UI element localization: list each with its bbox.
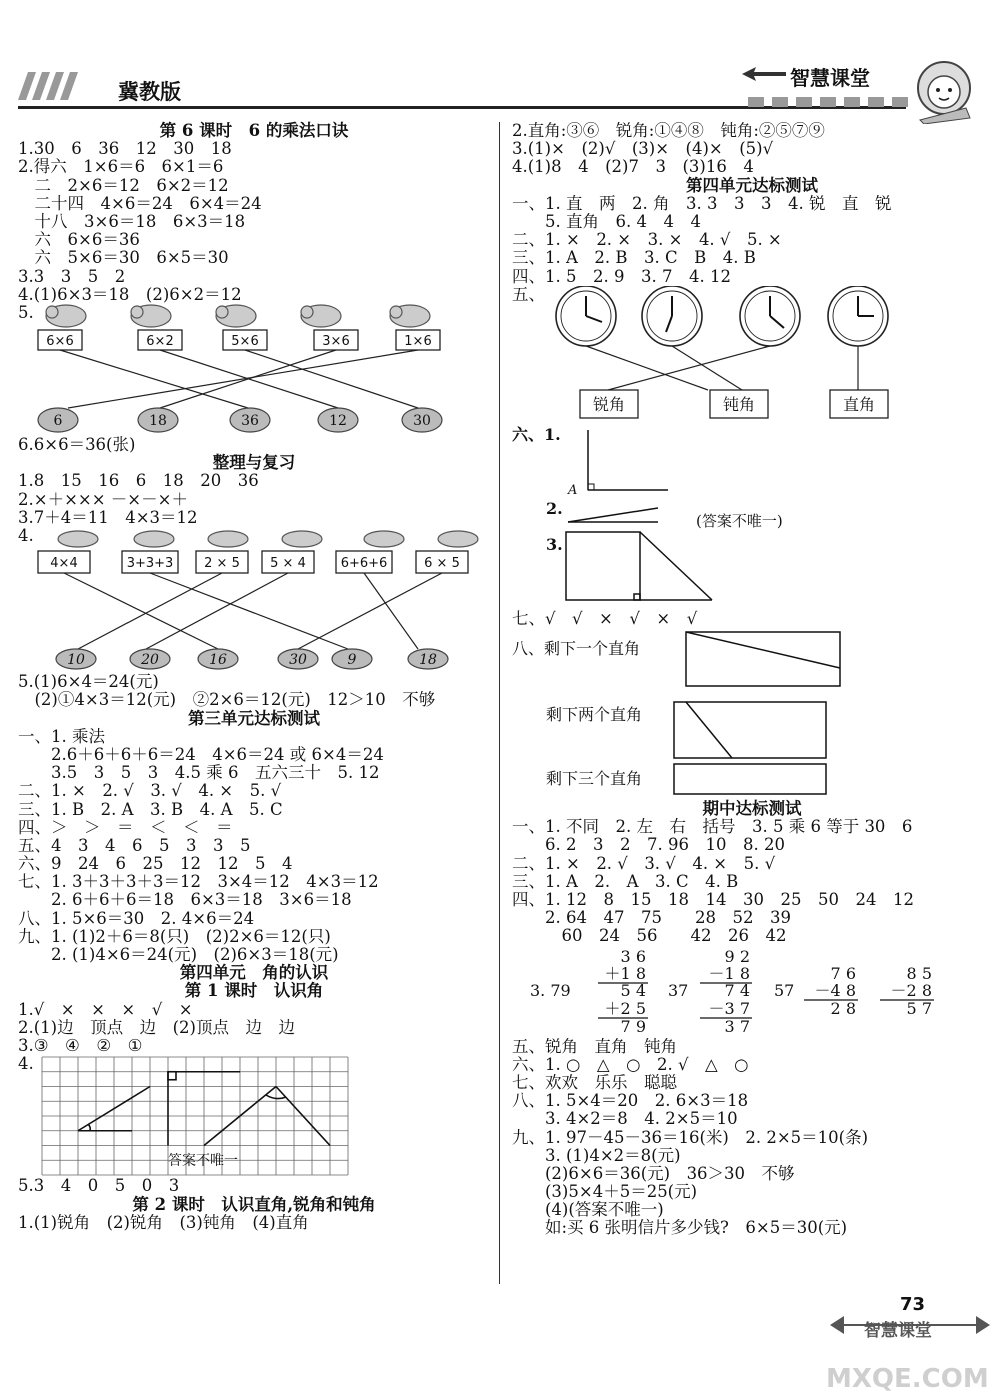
caterpillar-icon (58, 531, 478, 547)
answer-line: 七、欢欢 乐乐 聪聪 (512, 1072, 677, 1092)
answer-line: 5.(1)6×4＝24(元) (18, 672, 159, 692)
angle-label: 锐角 (592, 394, 626, 414)
answer-line: 3.5 3 5 3 4.5 乘 6 五六三十 5. 12 (18, 763, 380, 783)
leaf-label: 18 (419, 652, 437, 669)
svg-text:5 7: 5 7 (906, 998, 932, 1018)
item-label: 2. (546, 498, 563, 518)
expr-label: 5×6 (231, 334, 259, 350)
section-subtitle: 第 1 课时 认识角 (184, 981, 324, 1001)
expr-label: 6+6+6 (340, 556, 388, 572)
squares-decoration (748, 92, 916, 111)
answer-line: 5. (18, 302, 34, 322)
answer-line: 四、＞ ＞ ＝ ＜ ＜ ＝ (18, 817, 233, 837)
answer-line: (2)①4×3＝12(元) ②2×6＝12(元) 12＞10 不够 (18, 690, 436, 710)
leaf-label: 16 (209, 652, 227, 669)
angle-label: 钝角 (722, 394, 756, 414)
answer-line: 一、1. 直 两 2. 角 3. 3 3 3 4. 锐 直 锐 (512, 193, 892, 213)
svg-text:－1 8: －1 8 (708, 963, 750, 983)
answer-line: 四、1. 5 2. 9 3. 7 4. 12 (512, 266, 731, 286)
expr-label: 3×6 (322, 334, 350, 350)
figure-note: 答案不唯一 (168, 1153, 238, 1170)
expr-label: 2 × 5 (204, 556, 240, 572)
answer-line: 1.(1)锐角 (2)锐角 (3)钝角 (4)直角 (18, 1212, 309, 1232)
expr-label: 6×2 (146, 334, 174, 350)
cut-label: 剩下三个直角 (546, 769, 643, 789)
section-title: 期中达标测试 (702, 799, 802, 819)
section-title: 第四单元 角的认识 (179, 963, 329, 983)
answer-line: 六、9 24 6 25 12 12 5 4 (18, 854, 293, 874)
answer-line: 五、锐角 直角 钝角 (512, 1036, 677, 1056)
expr-label: 3+3+3 (126, 556, 174, 572)
answer-line: 六、1. ○ △ ○ 2. √ △ ○ (512, 1054, 749, 1074)
acorn-label: 18 (149, 413, 167, 430)
leaf-label: 20 (141, 652, 159, 669)
page-number: 73 (900, 1294, 926, 1315)
section-title: 第三单元达标测试 (188, 708, 320, 728)
footer-series-title: 智慧课堂 (864, 1321, 932, 1341)
svg-text:＋2 5: ＋2 5 (604, 998, 646, 1018)
answer-line: 二十四 4×6＝24 6×4＝24 (18, 193, 262, 213)
answer-line: 60 24 56 42 26 42 (512, 926, 787, 946)
answer-line: 四、1. 12 8 15 18 14 30 25 50 24 12 (512, 890, 914, 909)
answer-line: 二 2×6＝12 6×2＝12 (18, 175, 229, 195)
calc-prefix: 37 (668, 980, 689, 1000)
svg-text:7 9: 7 9 (620, 1016, 646, 1036)
left-column (18, 122, 490, 1232)
answer-line: 五、 (512, 284, 545, 304)
cut-rectangle-figure (512, 628, 992, 800)
answer-line: 4.(1)8 4 (2)7 3 (3)16 4 (512, 157, 754, 177)
answer-line: 九、1. (1)2＋6＝8(只) (2)2×6＝12(只) (18, 926, 331, 946)
answer-line: 三、1. A 2. B 3. C B 4. B (512, 248, 756, 268)
answer-line: 三、1. A 2. A 3. C 4. B (512, 871, 739, 891)
calc-prefix: 57 (774, 980, 795, 1000)
svg-text:－4 8: －4 8 (814, 980, 856, 1000)
svg-text:5 4: 5 4 (620, 980, 646, 1000)
item-label: 六、1. (512, 424, 561, 444)
leaf-label: 10 (67, 652, 85, 669)
expr-label: 5 × 4 (270, 556, 306, 572)
svg-text:－2 8: －2 8 (890, 980, 932, 1000)
section-title: 第 6 课时 6 的乘法口诀 (159, 121, 349, 140)
answer-line: 3.3 3 5 2 (18, 266, 126, 286)
answer-line: 4. (18, 1054, 34, 1074)
answer-line: 4. (18, 526, 34, 545)
answer-line: 2.6＋6＋6＋6＝24 4×6＝24 或 6×4＝24 (18, 744, 384, 764)
answer-line: 1.30 6 36 12 30 18 (18, 139, 232, 159)
answer-line: (3)5×4＋5＝25(元) (512, 1182, 698, 1202)
angle-grid-figure (18, 1055, 490, 1177)
squirrel-acorn-matching (18, 304, 490, 436)
answer-line: 七、1. 3＋3＋3＋3＝12 3×4＝12 4×3＝12 (18, 872, 379, 892)
answer-line: (2)6×6＝36(元) 36＞30 不够 (512, 1163, 795, 1183)
figure-note: (答案不唯一) (696, 511, 783, 530)
answer-line: 4.(1)6×3＝18 (2)6×2＝12 (18, 284, 242, 304)
expr-label: 1×6 (404, 334, 432, 350)
point-label: A (568, 482, 578, 498)
answer-line: (4)(答案不唯一) (512, 1200, 664, 1220)
answer-line: 二、1. × 2. × 3. × 4. √ 5. × (512, 230, 782, 250)
right-angle-drawing (512, 422, 992, 610)
edition-label: 冀教版 (118, 80, 181, 104)
answer-line: 五、4 3 4 6 5 3 3 5 (18, 835, 251, 855)
squirrel-icon (46, 305, 430, 327)
answer-line: 2. 6＋6＋6＝18 6×3＝18 3×6＝18 (18, 890, 352, 910)
svg-text:＋1 8: ＋1 8 (604, 963, 646, 983)
acorn-label: 6 (53, 413, 63, 430)
answer-line: 6.6×6＝36(张) (18, 435, 136, 455)
caterpillar-leaf-matching (18, 527, 490, 673)
answer-line: 2.×＋××× －×－×＋ (18, 489, 188, 509)
cut-label: 剩下两个直角 (546, 705, 643, 725)
answer-line: 2. 64 47 75 28 52 39 (512, 908, 791, 928)
expr-label: 6×6 (46, 334, 74, 350)
section-title: 第 2 课时 认识直角,锐角和钝角 (132, 1194, 376, 1214)
answer-line: 三、1. B 2. A 3. B 4. A 5. C (18, 799, 283, 819)
section-title: 整理与复习 (212, 453, 296, 473)
right-column (512, 122, 992, 1238)
clock-matching-figure (512, 286, 992, 422)
svg-text:7 6: 7 6 (830, 963, 856, 983)
expr-label: 6 × 5 (424, 556, 460, 572)
answer-line: 九、1. 97－45－36＝16(米) 2. 2×5＝10(条) (512, 1127, 869, 1147)
answer-line: 七、√ √ × √ × √ (512, 608, 698, 628)
answer-line: 二、1. × 2. √ 3. √ 4. × 5. √ (512, 853, 776, 873)
answer-line: 1.√ × × × √ × (18, 999, 193, 1019)
answer-line: 十八 3×6＝18 6×3＝18 (18, 211, 246, 231)
clock-icon (556, 286, 888, 346)
answer-line: 八、1. 5×6＝30 2. 4×6＝24 (18, 908, 255, 928)
arrow-icon (742, 66, 786, 82)
leaf-label: 9 (347, 652, 357, 669)
svg-text:8 5: 8 5 (906, 963, 932, 983)
stripes-decoration (18, 72, 88, 100)
answer-line: 3.③ ④ ② ① (18, 1035, 143, 1055)
svg-text:9 2: 9 2 (724, 946, 750, 966)
calc-prefix: 3. 79 (530, 980, 571, 1000)
svg-text:7 4: 7 4 (724, 980, 750, 1000)
answer-line: 如:买 6 张明信片多少钱? 6×5＝30(元) (512, 1218, 848, 1238)
item-label: 3. (546, 534, 563, 554)
leaf-icon (56, 649, 448, 669)
acorn-icon (38, 408, 442, 432)
acorn-label: 30 (413, 413, 431, 430)
answer-line: 5.3 4 0 5 0 3 (18, 1176, 180, 1196)
answer-line: 3.7＋4＝11 4×3＝12 (18, 507, 198, 527)
answer-line: 六 5×6＝30 6×5＝30 (18, 248, 229, 268)
girl-mascot-icon (906, 58, 982, 124)
answer-line: 2.直角:③⑥ 锐角:①④⑧ 钝角:②⑤⑦⑨ (512, 121, 825, 140)
svg-text:－3 7: －3 7 (708, 998, 750, 1018)
acorn-label: 12 (329, 413, 347, 430)
answer-line: 一、1. 乘法 (18, 726, 105, 746)
answer-line: 3.(1)× (2)√ (3)× (4)× (5)√ (512, 139, 774, 159)
answer-line: 2. (1)4×6＝24(元) (2)6×3＝18(元) (18, 945, 339, 964)
answer-line: 6. 2 3 2 7. 96 10 8. 20 (512, 835, 785, 855)
page-header (0, 0, 1000, 120)
answer-line: 六 6×6＝36 (18, 230, 140, 250)
vertical-calculations (512, 946, 992, 1038)
svg-text:3 7: 3 7 (724, 1016, 750, 1036)
answer-line: 八、1. 5×4＝20 2. 6×3＝18 (512, 1091, 749, 1111)
cut-label: 八、剩下一个直角 (512, 639, 641, 659)
watermark: MXQE.COM (826, 1364, 989, 1394)
answer-line: 二、1. × 2. √ 3. √ 4. × 5. √ (18, 781, 282, 801)
answer-line: 一、1. 不同 2. 左 右 括号 3. 5 乘 6 等于 30 6 (512, 817, 913, 837)
leaf-label: 30 (289, 652, 307, 669)
acorn-label: 36 (241, 413, 259, 430)
answer-line: 5. 直角 6. 4 4 4 (512, 211, 701, 231)
answer-line: 2.(1)边 顶点 边 (2)顶点 边 边 (18, 1017, 295, 1037)
column-divider (499, 122, 500, 1284)
series-title: 智慧课堂 (790, 66, 870, 90)
section-title: 第四单元达标测试 (686, 175, 818, 195)
svg-text:3 6: 3 6 (620, 946, 646, 966)
expr-label: 4×4 (50, 556, 78, 572)
answer-line: 1.8 15 16 6 18 20 36 (18, 471, 259, 491)
angle-label: 直角 (842, 394, 876, 414)
answer-line: 2.得六 1×6＝6 6×1＝6 (18, 157, 224, 177)
answer-line: 3. (1)4×2＝8(元) (512, 1145, 681, 1165)
answer-line: 3. 4×2＝8 4. 2×5＝10 (512, 1109, 738, 1129)
svg-text:2 8: 2 8 (830, 998, 856, 1018)
